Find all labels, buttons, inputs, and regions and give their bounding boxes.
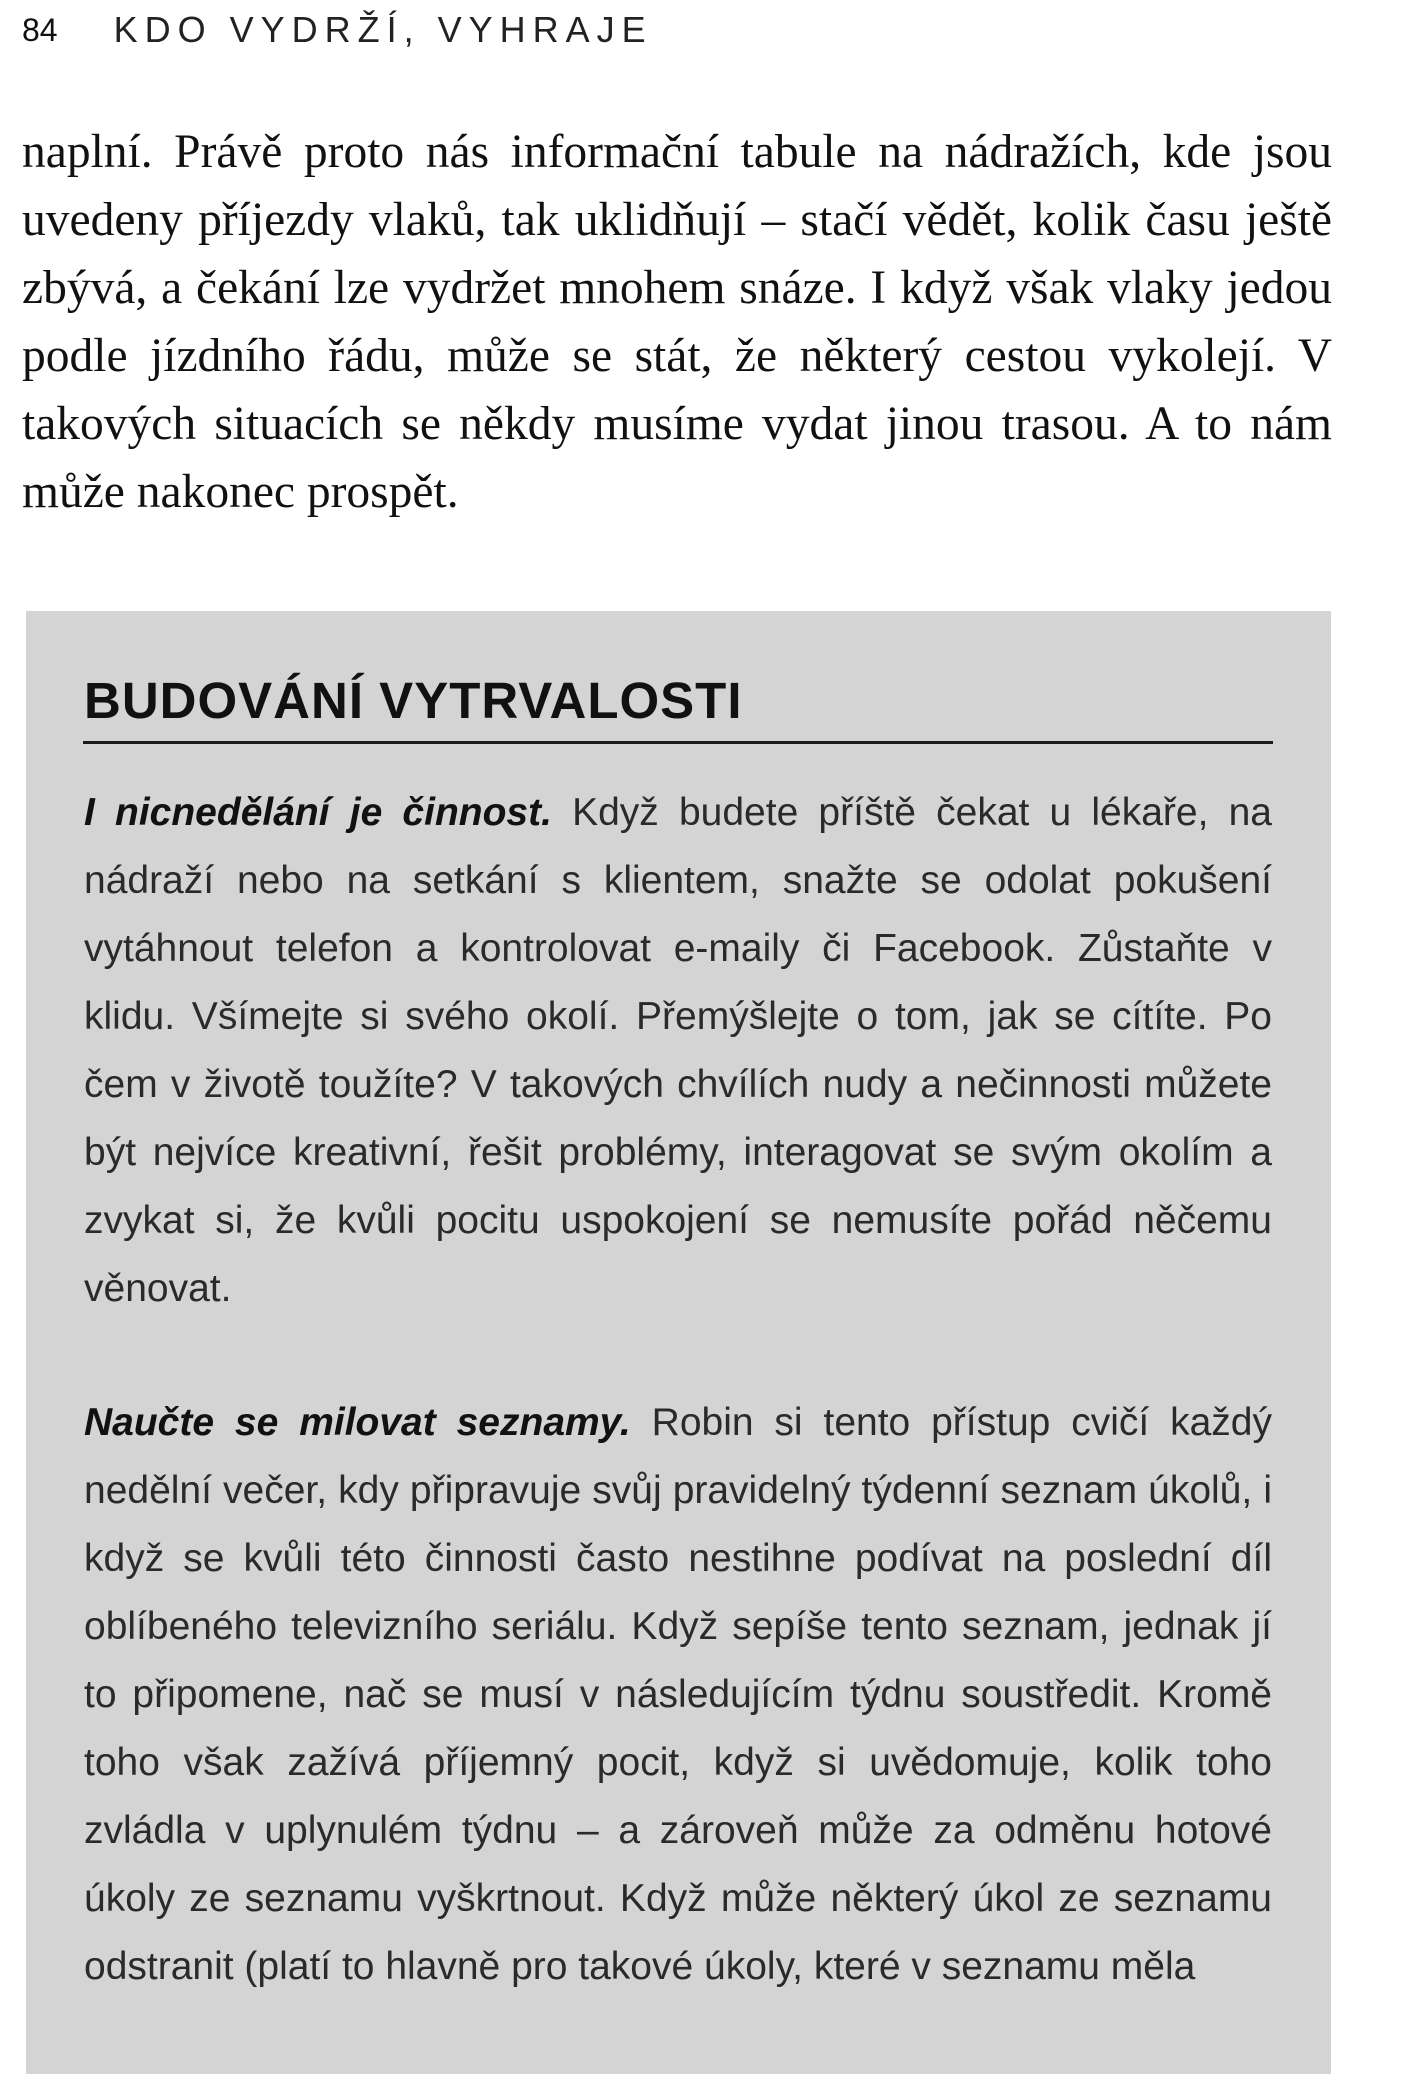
running-head	[22, 6, 653, 54]
tip-paragraph	[84, 1389, 1272, 2001]
sidebar-heading: BUDOVÁNÍ VYTRVALOSTI	[84, 672, 743, 729]
tip-paragraph	[84, 779, 1272, 1323]
page-number: 84	[22, 11, 58, 48]
book-title: KDO VYDRŽÍ, VYHRAJE	[113, 9, 653, 50]
tip-text: Když budete příště čekat u lékaře, na nádraží nebo na setkání s klientem, snažte se odolat pokušení vytáhnout telefon a kontrolovat e-maily či Facebook. Zůstaňte v klidu. Všímejte si svého okolí. Přemýšlejte o tom, jak se cítíte. Po čem v životě toužíte? V takových chvílích nudy a nečinnosti můžete být nejvíce kreativní, řešit problémy, interagovat se svým okolím a zvykat si, že kvůli pocitu uspokojení se nemusíte pořád něčemu věnovat.	[84, 791, 1272, 1310]
heading-rule	[83, 741, 1273, 744]
tip-lead: I nicnedělání je činnost.	[84, 791, 552, 834]
body-paragraph: naplní. Právě proto nás informační tabule na nádražích, kde jsou uvedeny příjezdy vlaků, tak uklidňují – stačí vědět, kolik času ještě zbývá, a čekání lze vydržet mnohem snáze. I když však vlaky jedou podle jízdního řádu, může se stát, že některý cestou vykolejí. V takových situacích se někdy musíme vydat jinou trasou. A to nám může nakonec prospět.	[22, 126, 1332, 518]
tip-lead: Naučte se milovat seznamy.	[84, 1401, 631, 1444]
tip-text: Robin si tento přístup cvičí každý nedělní večer, kdy připravuje svůj pravidelný týdenní seznam úkolů, i když se kvůli této činnosti často nestihne podívat na poslední díl oblíbeného televizního seriálu. Když sepíše tento seznam, jednak jí to připomene, nač se musí v následujícím týdnu soustředit. Kromě toho však zažívá příjemný pocit, když si uvědomuje, kolik toho zvládla v uplynulém týdnu – a zároveň může za odměnu hotové úkoly ze seznamu vyškrtnout. Když může některý úkol ze seznamu odstranit (platí to hlavně pro takové úkoly, které v seznamu měla	[84, 1401, 1272, 1988]
sidebar-box	[26, 611, 1331, 2074]
